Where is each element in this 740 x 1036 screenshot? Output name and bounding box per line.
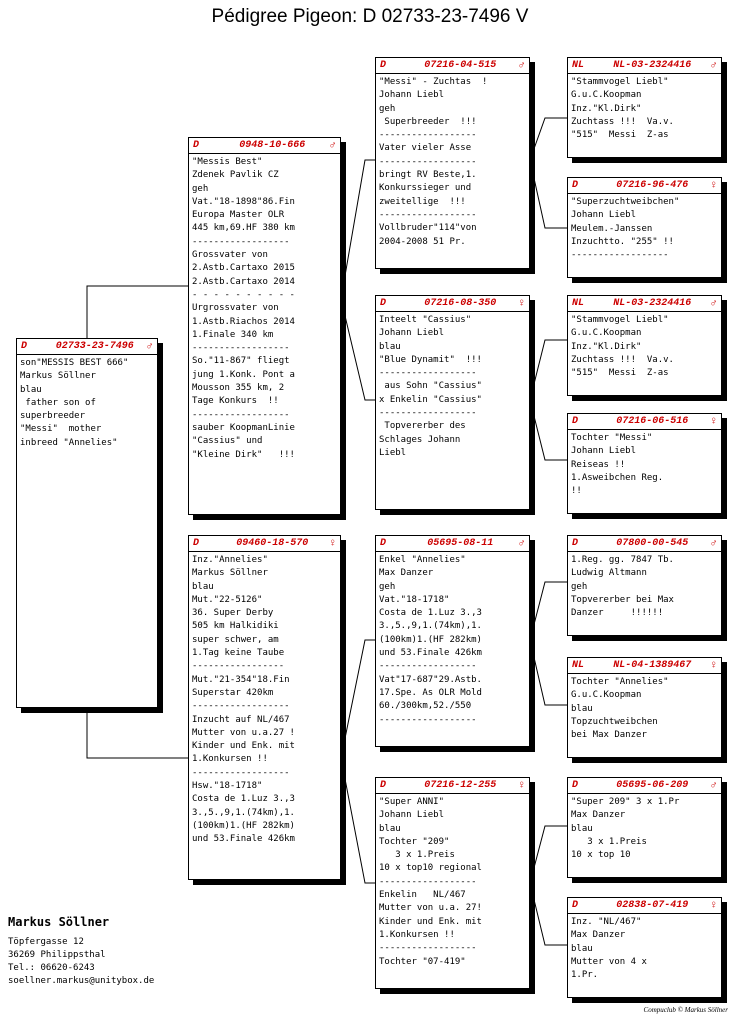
- card-line: "Blue Dynamit" !!!: [379, 354, 482, 365]
- female-icon: ♀: [329, 537, 336, 550]
- card-line: geh: [192, 183, 209, 194]
- card-line: Zuchtass !!! Va.v.: [571, 354, 674, 365]
- breeder-name: Markus Söllner: [8, 915, 110, 929]
- card-text: [568, 312, 721, 382]
- footer-credit: Compuclub © Markus Söllner: [643, 1006, 728, 1014]
- card-line: Mousson 355 km, 2: [192, 383, 285, 394]
- card-line: und 53.Finale 426km: [192, 834, 295, 845]
- card-line: blau: [571, 943, 593, 954]
- card-line: Mut."21-354"18.Fin: [192, 674, 290, 685]
- card-line: Tochter "07-419": [379, 956, 466, 967]
- ring-number: 02838-07-419: [616, 900, 689, 911]
- female-icon: ♀: [710, 899, 717, 912]
- card-father-father: [375, 57, 530, 269]
- card-line: 1.Asweibchen Reg.: [571, 472, 664, 483]
- card-line: ------------------: [192, 236, 290, 247]
- card-line: Vollbruder"114"von: [379, 223, 477, 234]
- card-line: G.u.C.Koopman: [571, 690, 642, 701]
- card-line: So."11-867" fliegt: [192, 356, 290, 367]
- card-line: Kinder und Enk. mit: [379, 916, 482, 927]
- card-line: zweitellige !!!: [379, 196, 466, 207]
- card-line: Konkurssieger und: [379, 183, 472, 194]
- card-line: Johann Liebl: [571, 210, 637, 221]
- male-icon: ♂: [329, 139, 336, 152]
- card-mm-father: [567, 777, 722, 878]
- ring-number: 07216-12-255: [424, 780, 497, 791]
- card-line: Mutter von u.a.27 !: [192, 727, 295, 738]
- card-header: [568, 58, 721, 74]
- country-code: D: [380, 538, 387, 549]
- country-code: D: [380, 780, 387, 791]
- country-code: D: [380, 298, 387, 309]
- card-line: ------------------: [379, 943, 477, 954]
- card-line: 505 km Halkidiki: [192, 621, 279, 632]
- card-line: father son of: [20, 397, 96, 408]
- card-line: G.u.C.Koopman: [571, 90, 642, 101]
- card-line: Max Danzer: [571, 930, 626, 941]
- card-line: 1.Reg. gg. 7847 Tb.: [571, 555, 674, 565]
- card-line: Costa de 1.Luz 3.,3: [379, 608, 482, 619]
- card-line: geh: [379, 103, 396, 114]
- ring-number: 09460-18-570: [236, 538, 309, 549]
- card-text: [376, 552, 529, 729]
- card-line: ------------------: [379, 714, 477, 725]
- card-header: [376, 58, 529, 74]
- card-header: [376, 778, 529, 794]
- card-line: bringt RV Beste,1.: [379, 170, 477, 181]
- card-line: (100km)1.(HF 282km): [379, 634, 482, 645]
- card-line: "Messi" - Zuchtas !: [379, 77, 488, 87]
- card-line: Inzucht auf NL/467: [192, 714, 290, 725]
- card-mm-mother: [567, 897, 722, 998]
- card-line: aus Sohn "Cassius": [379, 381, 482, 392]
- card-line: -----------------: [192, 661, 285, 672]
- card-line: Tochter "Messi": [571, 433, 653, 443]
- card-line: "Messis Best": [192, 157, 263, 167]
- card-line: 3 x 1.Preis: [571, 836, 647, 847]
- card-text: [568, 674, 721, 744]
- card-line: Danzer !!!!!!: [571, 608, 664, 619]
- card-line: Vat"17-687"29.Astb.: [379, 674, 482, 685]
- card-line: superbreeder: [20, 411, 86, 422]
- card-line: Ludwig Altmann: [571, 568, 647, 579]
- card-line: Inz."Kl.Dirk": [571, 103, 642, 114]
- card-line: son"MESSIS BEST 666": [20, 358, 129, 368]
- male-icon: ♂: [518, 537, 525, 550]
- card-line: 60./300km,52./550: [379, 701, 472, 712]
- country-code: D: [572, 780, 579, 791]
- card-line: G.u.C.Koopman: [571, 328, 642, 339]
- ring-number: NL-04-1389467: [613, 660, 692, 671]
- country-code: D: [193, 140, 200, 151]
- country-code: NL: [572, 298, 585, 309]
- card-line: Johann Liebl: [379, 328, 445, 339]
- male-icon: ♂: [146, 340, 153, 353]
- card-line: Max Danzer: [379, 568, 434, 579]
- card-ff-mother: [567, 177, 722, 278]
- country-code: D: [21, 341, 28, 352]
- card-subject: [16, 338, 158, 708]
- female-icon: ♀: [710, 179, 717, 192]
- ring-number: 05695-08-11: [427, 538, 494, 549]
- card-line: Tage Konkurs !!: [192, 396, 279, 407]
- ring-number: 05695-06-209: [616, 780, 689, 791]
- card-header: [568, 658, 721, 674]
- card-line: ------------------: [192, 343, 290, 354]
- card-line: 17.Spe. As OLR Mold: [379, 687, 482, 698]
- card-line: Vater vieler Asse: [379, 143, 472, 154]
- card-line: Johann Liebl: [571, 446, 637, 457]
- card-line: Tochter "Annelies": [571, 677, 669, 687]
- card-header: [568, 414, 721, 430]
- card-ff-father: [567, 57, 722, 158]
- card-line: ------------------: [379, 156, 477, 167]
- card-line: "515" Messi Z-as: [571, 130, 669, 141]
- male-icon: ♂: [518, 59, 525, 72]
- card-line: sauber KoopmanLinie: [192, 422, 295, 433]
- card-line: ------------------: [379, 408, 477, 419]
- card-line: Vat."18-1898"86.Fin: [192, 196, 295, 207]
- card-line: Zdenek Pavlik CZ: [192, 170, 279, 181]
- country-code: D: [572, 900, 579, 911]
- card-text: [376, 312, 529, 462]
- card-fm-father: [567, 295, 722, 396]
- card-line: 1.Konkursen !!: [192, 754, 268, 765]
- card-line: ------------------: [379, 130, 477, 141]
- ring-number: 07216-04-515: [424, 60, 497, 71]
- card-line: 10 x top 10: [571, 850, 631, 861]
- country-code: D: [572, 180, 579, 191]
- card-line: 1.Astb.Riachos 2014: [192, 316, 295, 327]
- card-line: Johann Liebl: [379, 810, 445, 821]
- card-line: Superbreeder !!!: [379, 116, 477, 127]
- country-code: NL: [572, 660, 585, 671]
- card-line: Topvererber des: [379, 421, 466, 432]
- card-line: "Cassius" und: [192, 436, 263, 447]
- card-line: ------------------: [379, 661, 477, 672]
- breeder-email[interactable]: soellner.markus@unitybox.de: [8, 976, 155, 986]
- card-line: ------------------: [571, 250, 669, 261]
- card-line: Mut."22-5126": [192, 594, 263, 605]
- country-code: D: [572, 538, 579, 549]
- card-line: Zuchtass !!! Va.v.: [571, 116, 674, 127]
- card-line: Superstar 420km: [192, 687, 274, 698]
- card-line: inbreed "Annelies": [20, 437, 118, 448]
- card-line: 445 km,69.HF 380 km: [192, 223, 295, 234]
- card-text: [568, 552, 721, 622]
- card-line: Mutter von 4 x: [571, 956, 647, 967]
- card-line: Enkelin NL/467: [379, 890, 466, 901]
- card-line: Hsw."18-1718": [192, 781, 263, 792]
- card-line: 2.Astb.Cartaxo 2015: [192, 263, 295, 274]
- card-line: Reiseas !!: [571, 459, 626, 470]
- ring-number: NL-03-2324416: [613, 60, 692, 71]
- card-header: [189, 138, 340, 154]
- card-line: 3 x 1.Preis: [379, 850, 455, 861]
- card-line: Inzuchtto. "255" !!: [571, 236, 674, 247]
- card-mother-mother: [375, 777, 530, 989]
- card-text: [189, 154, 340, 464]
- card-header: [568, 536, 721, 552]
- card-line: x Enkelin "Cassius": [379, 394, 482, 405]
- card-line: Max Danzer: [571, 810, 626, 821]
- card-line: Costa de 1.Luz 3.,3: [192, 794, 295, 805]
- card-line: 3.,5.,9,1.(74km),1.: [379, 621, 482, 632]
- female-icon: ♀: [518, 779, 525, 792]
- card-line: blau: [571, 703, 593, 714]
- card-line: blau: [571, 823, 593, 834]
- card-line: blau: [192, 581, 214, 592]
- card-line: 1.Pr.: [571, 970, 599, 981]
- card-line: jung 1.Konk. Pont a: [192, 369, 295, 380]
- ring-number: 07216-06-516: [616, 416, 689, 427]
- card-line: geh: [379, 581, 396, 592]
- card-line: "Stammvogel Liebl": [571, 315, 669, 325]
- card-header: [568, 898, 721, 914]
- breeder-city: 36269 Philippsthal: [8, 950, 106, 960]
- card-line: geh: [571, 581, 588, 592]
- card-line: "Kleine Dirk" !!!: [192, 449, 295, 460]
- male-icon: ♂: [710, 779, 717, 792]
- ring-number: 07800-00-545: [616, 538, 689, 549]
- breeder-phone: Tel.: 06620-6243: [8, 963, 95, 973]
- card-text: [568, 430, 721, 500]
- card-text: [376, 74, 529, 251]
- female-icon: ♀: [518, 297, 525, 310]
- card-text: [568, 914, 721, 984]
- card-line: ------------------: [192, 767, 290, 778]
- card-line: Topvererber bei Max: [571, 594, 674, 605]
- card-text: [17, 355, 157, 452]
- card-line: !!: [571, 486, 582, 497]
- card-line: 2.Astb.Cartaxo 2014: [192, 276, 295, 287]
- card-line: Mutter von u.a. 27!: [379, 903, 482, 914]
- card-father: [188, 137, 341, 515]
- card-line: ------------------: [192, 409, 290, 420]
- card-line: Schlages Johann: [379, 434, 461, 445]
- card-mf-father: [567, 535, 722, 636]
- card-text: [568, 194, 721, 264]
- country-code: D: [572, 416, 579, 427]
- card-line: super schwer, am: [192, 634, 279, 645]
- ring-number: 0948-10-666: [239, 140, 306, 151]
- card-line: Kinder und Enk. mit: [192, 741, 295, 752]
- card-line: blau: [20, 384, 42, 395]
- card-header: [568, 296, 721, 312]
- country-code: D: [380, 60, 387, 71]
- card-line: Markus Söllner: [20, 371, 96, 382]
- card-header: [568, 778, 721, 794]
- card-line: ------------------: [379, 368, 477, 379]
- page-title: Pédigree Pigeon: D 02733-23-7496 V: [211, 6, 529, 27]
- female-icon: ♀: [710, 415, 717, 428]
- card-line: 3.,5.,9,1.(74km),1.: [192, 807, 295, 818]
- card-header: [189, 536, 340, 552]
- card-line: 2004-2008 51 Pr.: [379, 236, 466, 247]
- card-line: "Superzuchtweibchen": [571, 197, 680, 207]
- card-line: Meulem.-Janssen: [571, 223, 653, 234]
- card-line: 1.Konkursen !!: [379, 929, 455, 940]
- breeder-info: [8, 914, 154, 988]
- card-line: Topzuchtweibchen: [571, 716, 658, 727]
- card-line: und 53.Finale 426km: [379, 648, 482, 659]
- card-line: "515" Messi Z-as: [571, 368, 669, 379]
- card-line: ------------------: [379, 209, 477, 220]
- card-line: "Stammvogel Liebl": [571, 77, 669, 87]
- card-line: Enkel "Annelies": [379, 555, 466, 565]
- card-line: Grossvater von: [192, 250, 268, 261]
- card-line: blau: [379, 823, 401, 834]
- card-line: Tochter "209": [379, 836, 450, 847]
- card-line: Liebl: [379, 447, 407, 458]
- card-line: "Super 209" 3 x 1.Pr: [571, 797, 680, 807]
- card-line: 1.Tag keine Taube: [192, 648, 285, 659]
- card-text: [376, 794, 529, 971]
- card-line: Inz."Annelies": [192, 555, 268, 565]
- card-line: 10 x top10 regional: [379, 863, 482, 874]
- card-line: "Super ANNI": [379, 797, 445, 807]
- ring-number: 07216-96-476: [616, 180, 689, 191]
- card-father-mother: [375, 295, 530, 510]
- card-line: ------------------: [379, 876, 477, 887]
- male-icon: ♂: [710, 59, 717, 72]
- card-header: [376, 296, 529, 312]
- card-line: ------------------: [192, 701, 290, 712]
- card-line: Inz. "NL/467": [571, 917, 642, 927]
- card-mother: [188, 535, 341, 880]
- card-line: Johann Liebl: [379, 90, 445, 101]
- card-line: Inteelt "Cassius": [379, 315, 472, 325]
- card-line: - - - - - - - - - -: [192, 289, 295, 300]
- card-mf-mother: [567, 657, 722, 758]
- card-header: [376, 536, 529, 552]
- card-line: 1.Finale 340 km: [192, 329, 274, 340]
- ring-number: 02733-23-7496: [55, 341, 134, 352]
- card-line: Inz."Kl.Dirk": [571, 341, 642, 352]
- country-code: NL: [572, 60, 585, 71]
- ring-number: NL-03-2324416: [613, 298, 692, 309]
- card-line: 36. Super Derby: [192, 608, 274, 619]
- country-code: D: [193, 538, 200, 549]
- card-line: Vat."18-1718": [379, 594, 450, 605]
- card-line: blau: [379, 341, 401, 352]
- ring-number: 07216-08-350: [424, 298, 497, 309]
- card-header: [17, 339, 157, 355]
- card-line: (100km)1.(HF 282km): [192, 820, 295, 831]
- card-line: Urgrossvater von: [192, 303, 279, 314]
- card-text: [568, 794, 721, 864]
- card-fm-mother: [567, 413, 722, 514]
- female-icon: ♀: [710, 659, 717, 672]
- male-icon: ♂: [710, 297, 717, 310]
- card-text: [189, 552, 340, 849]
- card-text: [568, 74, 721, 144]
- card-mother-father: [375, 535, 530, 747]
- card-line: bei Max Danzer: [571, 730, 647, 741]
- male-icon: ♂: [710, 537, 717, 550]
- card-line: Markus Söllner: [192, 568, 268, 579]
- card-line: "Messi" mother: [20, 424, 102, 435]
- breeder-street: Töpfergasse 12: [8, 937, 84, 947]
- card-header: [568, 178, 721, 194]
- card-line: Europa Master OLR: [192, 210, 285, 221]
